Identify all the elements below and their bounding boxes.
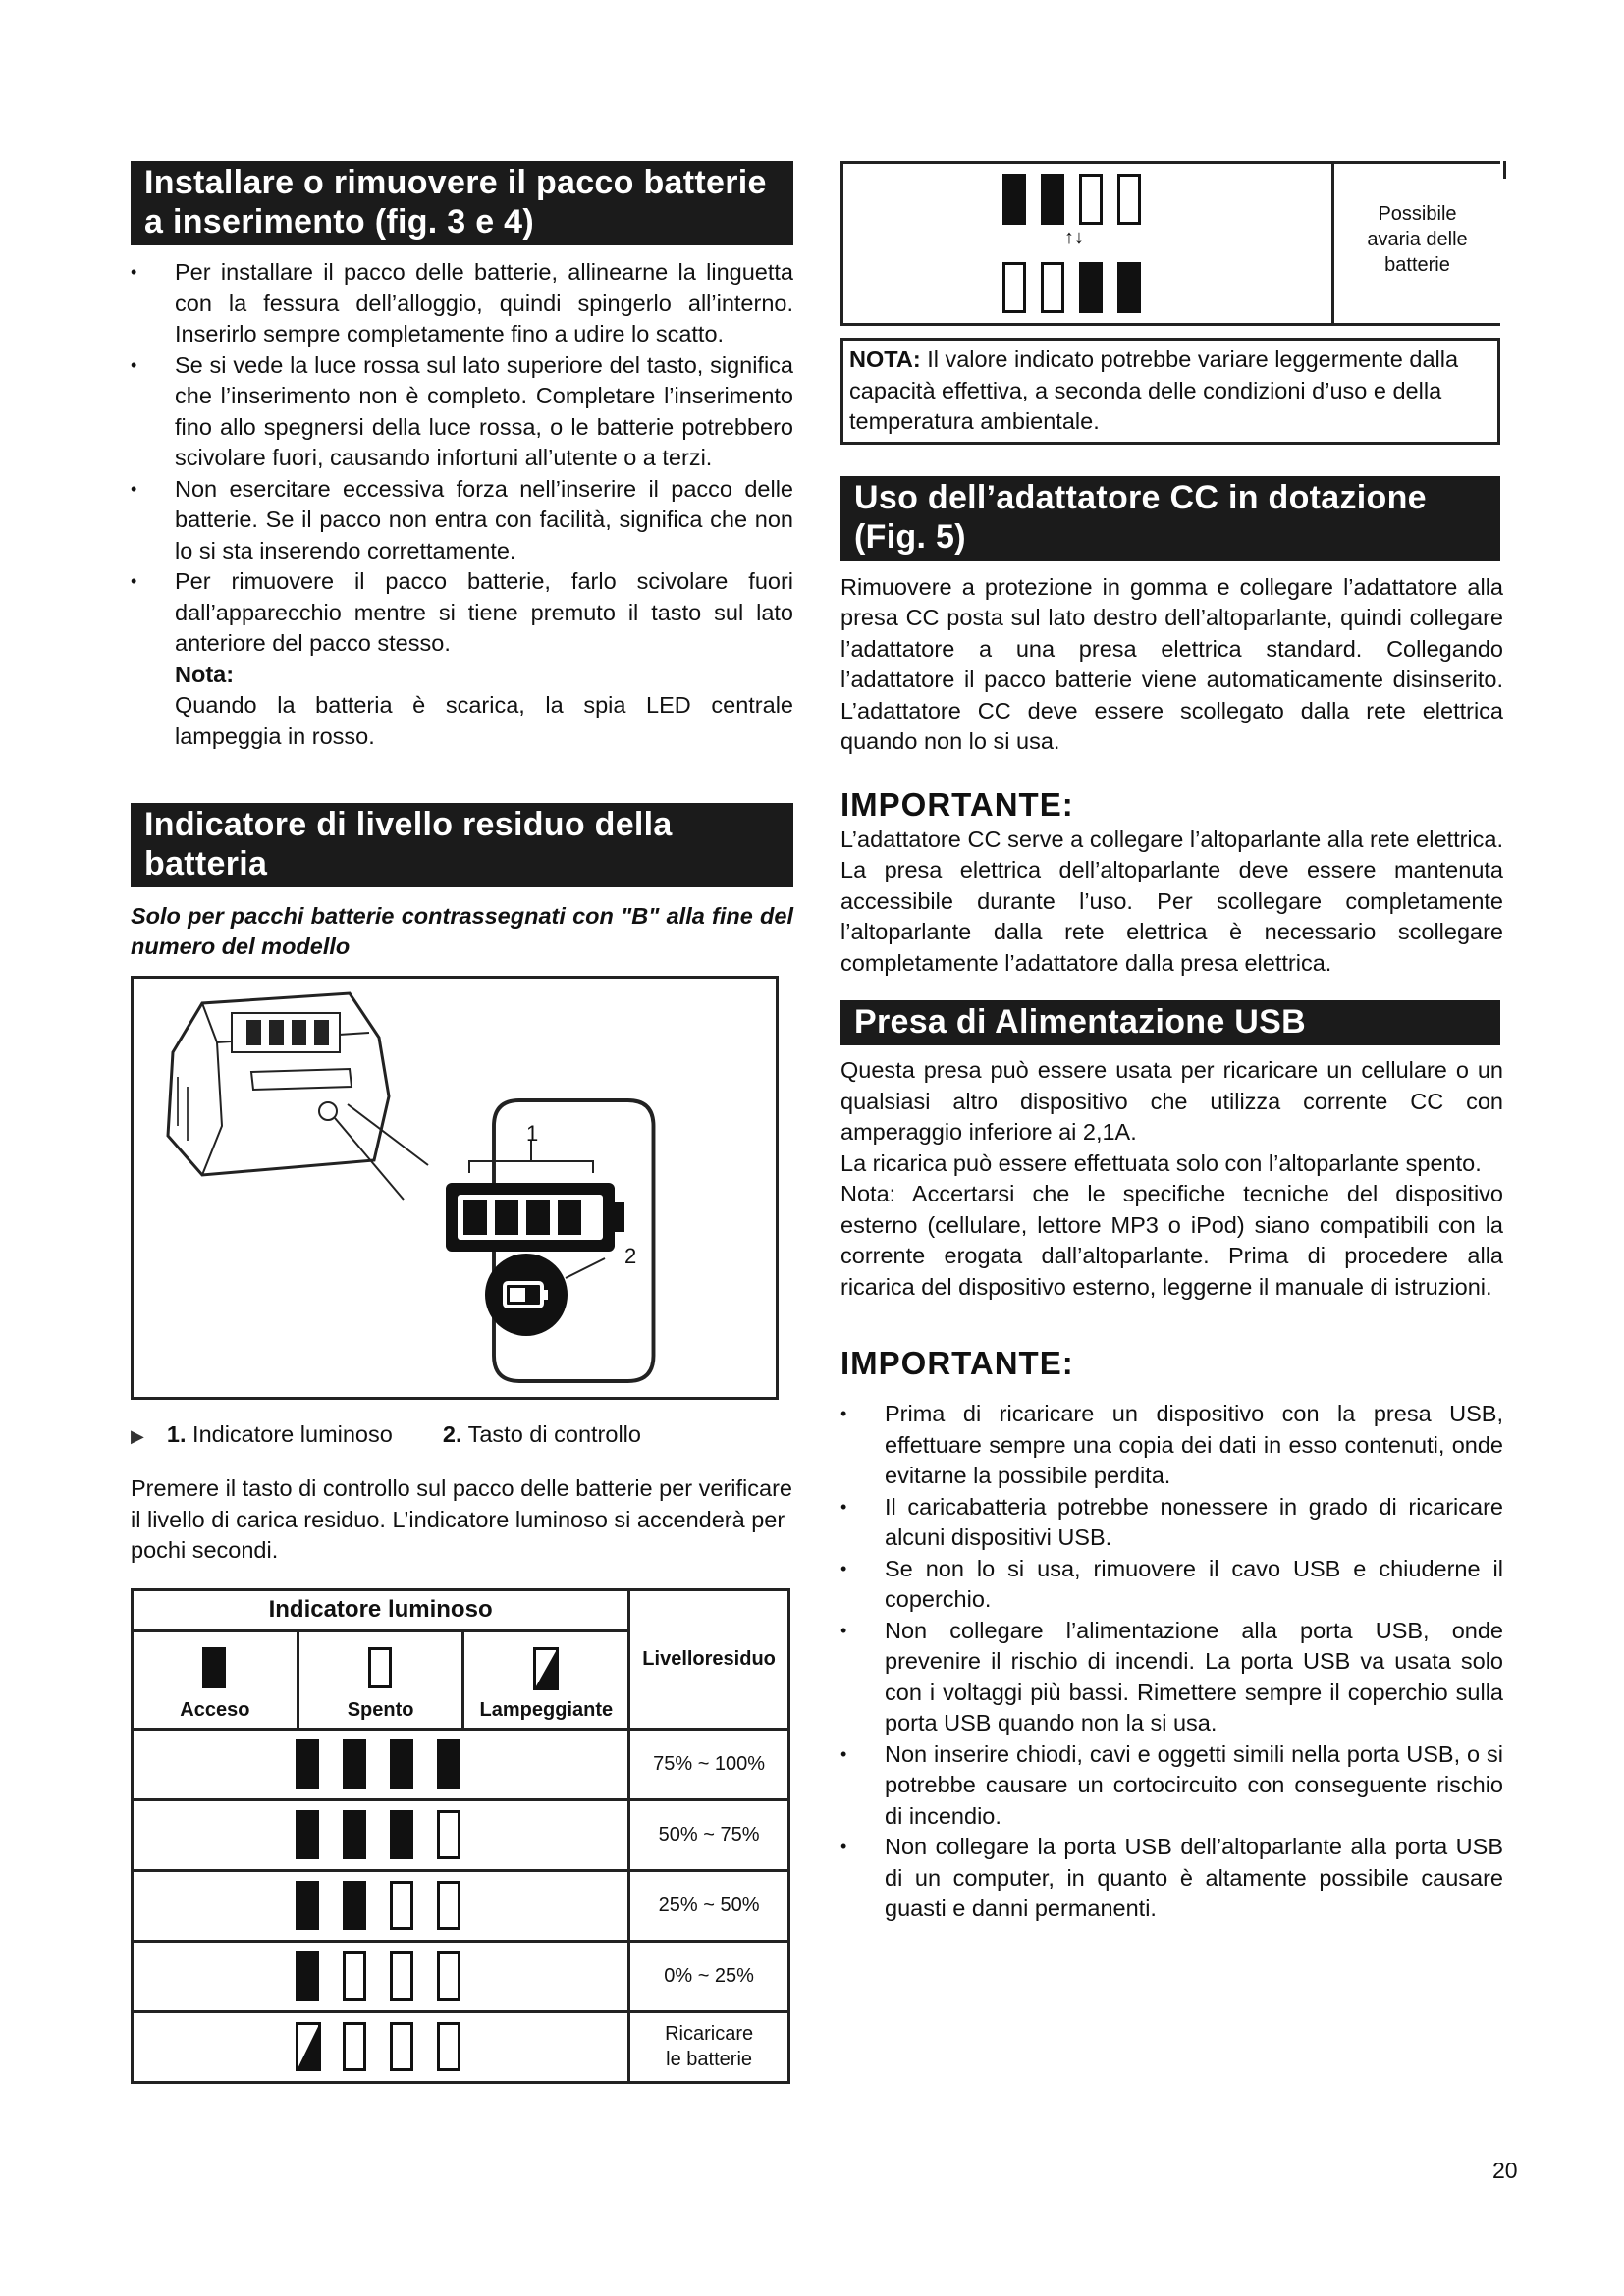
led-segment-off [343,2022,366,2071]
level-label: 25% ~ 50% [658,1894,760,1916]
usb-paragraph-1: Questa presa può essere usata per ricaricare un cellulare o un qualsiasi altro dispositivo che utilizza corrente CC con amperaggio inferiore ai 2,1A. [840,1057,1503,1145]
led-segment-off [437,1810,460,1859]
install-bullet-list [131,257,793,660]
nota-label: NOTA: [849,347,921,372]
figure-callout-2: 2 [624,1244,637,1268]
table-row [133,2011,789,2082]
list-item: • Non collegare la porta USB dell’altoparlante alla porta USB di un computer, in quanto è altamente possibile causare guasti e danni permanenti. [840,1832,1503,1925]
caption-num2: 2. [442,1421,462,1447]
legend-blink-icon [533,1647,559,1690]
important-title-2: IMPORTANTE: [840,1345,1074,1381]
fault-label: Possibile avaria delle batterie [1367,203,1468,276]
right-column [840,161,1503,1925]
caption-arrow-icon: ▶ [131,1426,144,1446]
led-segment-off [437,2022,460,2071]
usb-paragraph-2: La ricarica può essere effettuata solo con l’altoparlante spento. [840,1149,1482,1176]
level-table [131,1588,790,2084]
level-label: 0% ~ 25% [664,1964,754,1987]
figure-callout-1: 1 [526,1121,539,1146]
table-header-remaining: Livelloresiduo [629,1589,789,1729]
led-segment-on [437,1739,460,1789]
nota-box [840,338,1500,445]
table-row [133,1941,789,2011]
list-item: • Non inserire chiodi, cavi e oggetti simili nella porta USB, o si potrebbe causare un cortocircuito con conseguente rischio di incendio. [840,1739,1503,1833]
level-label: 50% ~ 75% [658,1823,760,1845]
caption-text1: Indicatore luminoso [192,1421,393,1447]
led-segment-on [390,1739,413,1789]
led-segment-off [390,2022,413,2071]
led-segment-on [296,1810,319,1859]
install-section-header: Installare o rimuovere il pacco batterie a inserimento (fig. 3 e 4) [131,161,793,245]
table-row [133,1870,789,1941]
note-text: Quando la batteria è scarica, la spia LED centrale lampeggia in rosso. [175,692,793,749]
note-label: Nota: [175,661,235,687]
fault-led-top-1 [1002,174,1026,225]
fault-led-bottom-4 [1117,262,1141,313]
left-column [131,161,793,2084]
table-row [133,1729,789,1799]
led-segment-off [437,1951,460,2001]
battery-figure [131,976,779,1400]
led-segment-off [437,1881,460,1930]
list-item: • Per rimuovere il pacco batterie, farlo scivolare fuori dall’apparecchio mentre si tiene premuto il tasto sul lato anteriore del pacco stesso. [131,566,793,660]
usb-important-list [840,1399,1503,1925]
battery-pack-illustration [134,979,776,1397]
legend-off: Spento [298,1630,463,1729]
fault-led-bottom-3 [1079,262,1103,313]
list-item: • Se non lo si usa, rimuovere il cavo USB e chiuderne il coperchio. [840,1554,1503,1616]
level-label: Ricaricare le batterie [665,2023,754,2070]
list-item: • Prima di ricaricare un dispositivo con la presa USB, effettuare sempre una copia dei dati in esso contenuti, onde evitarne la possibile perdita. [840,1399,1503,1492]
led-segment-on [296,1881,319,1930]
led-segment-on [343,1810,366,1859]
list-item: • Non esercitare eccessiva forza nell’inserire il pacco delle batterie. Se il pacco non entra con facilità, significa che non lo si sta inserendo correttamente. [131,474,793,567]
led-segment-blinking [296,2022,321,2071]
list-item: • Se si vede la luce rossa sul lato superiore del tasto, significa che l’inserimento non è completo. Completare l’inserimento fino allo spegnersi della luce rossa, o le batterie potrebbero scivolare fuori, causando infortuni all’utente o a terzi. [131,350,793,474]
fault-led-bottom-2 [1041,262,1064,313]
legend-on: Acceso [133,1630,298,1729]
important-title-1: IMPORTANTE: [840,785,1074,823]
level-subtitle: Solo per pacchi batterie contrassegnati con "B" alla fine del numero del modello [131,903,793,959]
dc-adapter-section-header: Uso dell’adattatore CC in dotazione (Fig. 5) [840,476,1500,561]
usb-section-header: Presa di Alimentazione USB [840,1000,1500,1045]
usb-paragraph-3: Nota: Accertarsi che le specifiche tecniche del dispositivo esterno (cellulare, lettore MP3 o iPod) siano compatibili con la corrente erogata dall’altoparlante. Prima di procedere alla ricarica del dispositivo esterno, leggerne il manuale di istruzioni. [840,1181,1503,1300]
fault-led-top-3 [1079,174,1103,225]
led-segment-on [343,1739,366,1789]
legend-on-icon [202,1647,226,1688]
list-item: • Per installare il pacco delle batterie, allinearne la linguetta con la fessura dell’alloggio, quindi spingerlo all’interno. Inserirlo sempre completamente fino a udire lo scatto. [131,257,793,350]
led-segment-on [343,1881,366,1930]
led-segment-off [343,1951,366,2001]
caption-num1: 1. [166,1421,187,1447]
figure-caption [131,1419,793,1452]
fault-led-top-2 [1041,174,1064,225]
table-row [133,1799,789,1870]
led-segment-off [390,1951,413,2001]
fault-indicator-table [840,161,1500,326]
led-segment-off [390,1881,413,1930]
page-number: 20 [1492,2158,1518,2183]
led-segment-on [390,1810,413,1859]
fault-arrows-icon: ↑↓ [1064,227,1084,248]
led-segment-on [296,1739,319,1789]
list-item: • Non collegare l’alimentazione alla porta USB, onde prevenire il rischio di incendi. La porta USB va usata solo con i voltaggi più bassi. Rimettere sempre il coperchio sulla porta USB quando non la si usa. [840,1616,1503,1739]
legend-off-icon [368,1647,392,1688]
table-header-indicator: Indicatore luminoso [133,1589,629,1630]
fault-led-top-4 [1117,174,1141,225]
list-item: • Il caricabatteria potrebbe nonessere in grado di ricaricare alcuni dispositivi USB. [840,1492,1503,1554]
nota-text: Il valore indicato potrebbe variare leggermente dalla capacità effettiva, a seconda delle condizioni d’uso e della temperatura ambientale. [849,347,1459,434]
level-section-header: Indicatore di livello residuo della batteria [131,803,793,887]
fault-led-bottom-1 [1002,262,1026,313]
dc-adapter-text: Rimuovere a protezione in gomma e collegare l’adattatore alla presa CC posta sul lato destro dell’altoparlante, quindi collegare l’adattatore a una presa elettrica standard. Collegando l’adattatore il pacco batterie viene automaticamente disinserito. L’adattatore CC deve essere scollegato dalla rete elettrica quando non lo si usa. [840,573,1503,754]
press-instructions: Premere il tasto di controllo sul pacco delle batterie per verificare il livello di carica residuo. L’indicatore luminoso si accenderà per pochi secondi. [131,1475,792,1563]
important-text-1: L’adattatore CC serve a collegare l’altoparlante alla rete elettrica. La presa elettrica dell’altoparlante deve essere mantenuta accessibile durante l’uso. Per scollegare completamente l’altoparlante dalla rete elettrica è necessario scollegare completamente l’adattatore dalla presa elettrica. [840,826,1503,976]
caption-text2: Tasto di controllo [467,1421,641,1447]
legend-blink: Lampeggiante [463,1630,629,1729]
level-label: 75% ~ 100% [653,1752,766,1775]
led-segment-on [296,1951,319,2001]
